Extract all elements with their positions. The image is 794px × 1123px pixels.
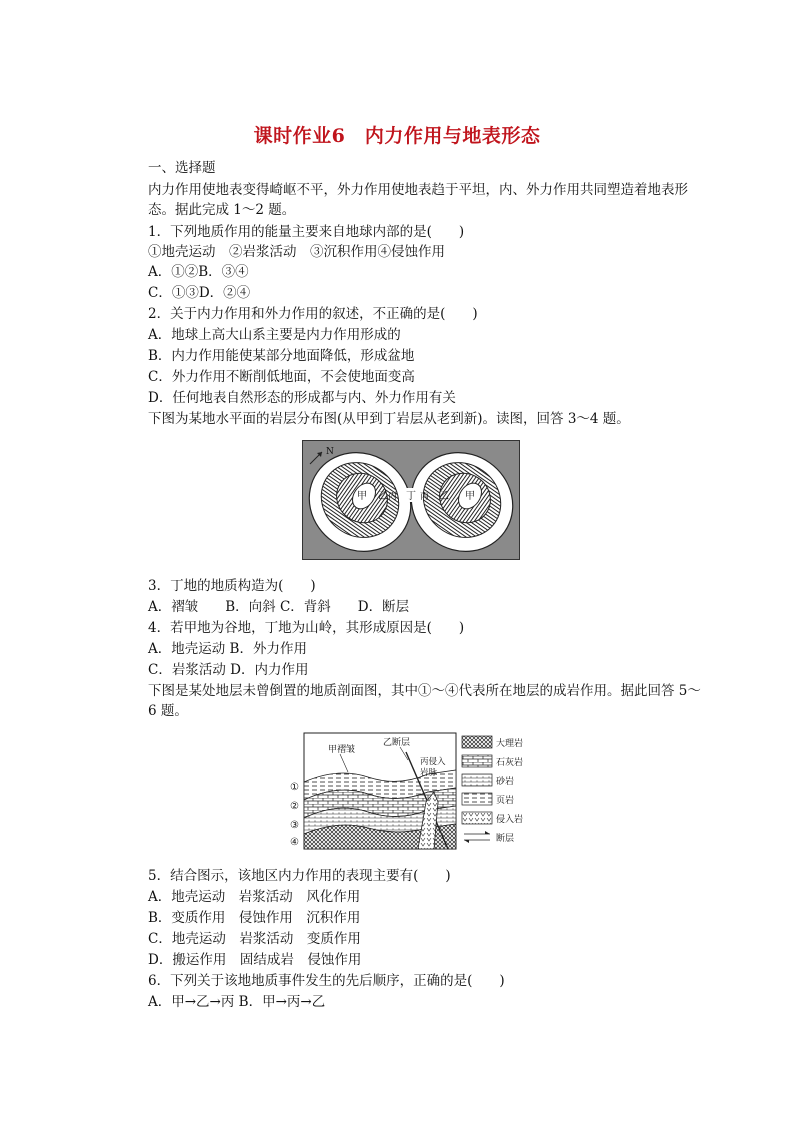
question-3-options: A．褶皱 B．向斜 C．背斜 D．断层 bbox=[148, 599, 410, 615]
question-1-stem: 1．下列地质作用的能量主要来自地球内部的是( ) bbox=[148, 224, 465, 240]
page-title: 课时作业6 内力作用与地表形态 bbox=[253, 125, 541, 147]
layer-mark-2: ② bbox=[290, 801, 299, 812]
fault-label: 乙断层 bbox=[383, 738, 411, 748]
question-5-option-d: D．搬运作用 固结成岩 侵蚀作用 bbox=[148, 952, 362, 968]
map-label-jia-right: 甲 bbox=[465, 491, 475, 502]
legend-label-sandstone: 砂岩 bbox=[496, 777, 515, 787]
question-6-options-ab: A．甲→乙→丙 B．甲→丙→乙 bbox=[148, 994, 326, 1010]
question-1-options-cd: C．①③D．②④ bbox=[148, 285, 251, 301]
question-6-stem: 6．下列关于该地地质事件发生的先后顺序，正确的是( ) bbox=[148, 973, 505, 989]
legend bbox=[462, 736, 523, 844]
rock-layer-map-figure bbox=[302, 440, 520, 560]
legend-label-limestone: 石灰岩 bbox=[496, 758, 524, 768]
map-label-ding: 丁 bbox=[406, 491, 416, 502]
question-5-option-c: C．地壳运动 岩浆活动 变质作用 bbox=[148, 931, 361, 947]
map-label-jia-left: 甲 bbox=[357, 491, 367, 502]
geologic-section-figure bbox=[288, 732, 536, 852]
intrusion-label-line2: 岩脉 bbox=[420, 768, 438, 778]
question-5-stem: 5．结合图示，该地区内力作用的表现主要有( ) bbox=[148, 868, 451, 884]
fold-label: 甲褶皱 bbox=[328, 745, 356, 755]
question-5-option-a: A．地壳运动 岩浆活动 风化作用 bbox=[148, 889, 361, 905]
question-4-stem: 4．若甲地为谷地，丁地为山岭，其形成原因是( ) bbox=[148, 620, 465, 636]
section-heading: 一、选择题 bbox=[148, 160, 216, 176]
north-label: N bbox=[326, 447, 334, 457]
legend-label-fault: 断层 bbox=[496, 834, 515, 844]
map-label-bing-right: 丙 bbox=[420, 492, 430, 502]
question-2-option-b: B．内力作用能使某部分地面降低，形成盆地 bbox=[148, 348, 415, 364]
intrusion-label-line1: 丙侵入 bbox=[420, 757, 446, 767]
intro-paragraph-3: 下图是某处地层未曾倒置的地质剖面图，其中①～④代表所在地层的成岩作用。据此回答 5～6 题。 bbox=[148, 683, 701, 719]
layer-mark-4: ④ bbox=[290, 837, 299, 848]
question-1-options-ab: A．①②B．③④ bbox=[148, 264, 249, 280]
legend-label-shale: 页岩 bbox=[496, 796, 515, 806]
legend-label-marble: 大理岩 bbox=[496, 739, 524, 749]
map-label-yi-right: 乙 bbox=[439, 491, 449, 502]
legend-fault-symbol-icon bbox=[464, 831, 490, 843]
question-2-option-d: D．任何地表自然形态的形成都与内、外力作用有关 bbox=[148, 390, 456, 406]
layer-mark-1: ① bbox=[290, 782, 299, 793]
map-label-bing-left: 丙 bbox=[388, 492, 398, 502]
question-4-options-cd: C．岩浆活动 D．内力作用 bbox=[148, 662, 309, 678]
question-5-option-b: B．变质作用 侵蚀作用 沉积作用 bbox=[148, 910, 361, 926]
layer-mark-3: ③ bbox=[290, 820, 299, 831]
question-4-options-ab: A．地壳运动 B．外力作用 bbox=[148, 641, 307, 657]
legend-swatch-marble bbox=[462, 736, 492, 748]
legend-swatch-shale bbox=[462, 793, 492, 805]
question-2-stem: 2．关于内力作用和外力作用的叙述，不正确的是( ) bbox=[148, 306, 478, 322]
legend-swatch-intrusive bbox=[462, 812, 492, 824]
legend-swatch-sandstone bbox=[462, 774, 492, 786]
question-1-items: ①地壳运动 ②岩浆活动 ③沉积作用④侵蚀作用 bbox=[148, 244, 445, 260]
question-2-option-a: A．地球上高大山系主要是内力作用形成的 bbox=[148, 327, 401, 343]
intro-paragraph-1: 内力作用使地表变得崎岖不平，外力作用使地表趋于平坦，内、外力作用共同塑造着地表形态。据此完成 1～2 题。 bbox=[148, 182, 688, 218]
question-3-stem: 3．丁地的地质构造为( ) bbox=[148, 578, 316, 594]
question-2-option-c: C．外力作用不断削低地面，不会使地面变高 bbox=[148, 369, 415, 385]
legend-label-intrusive: 侵入岩 bbox=[496, 815, 524, 825]
intro-paragraph-2: 下图为某地水平面的岩层分布图(从甲到丁岩层从老到新)。读图，回答 3～4 题。 bbox=[148, 411, 630, 427]
map-label-yi-left: 乙 bbox=[378, 491, 388, 502]
legend-swatch-limestone bbox=[462, 755, 492, 767]
